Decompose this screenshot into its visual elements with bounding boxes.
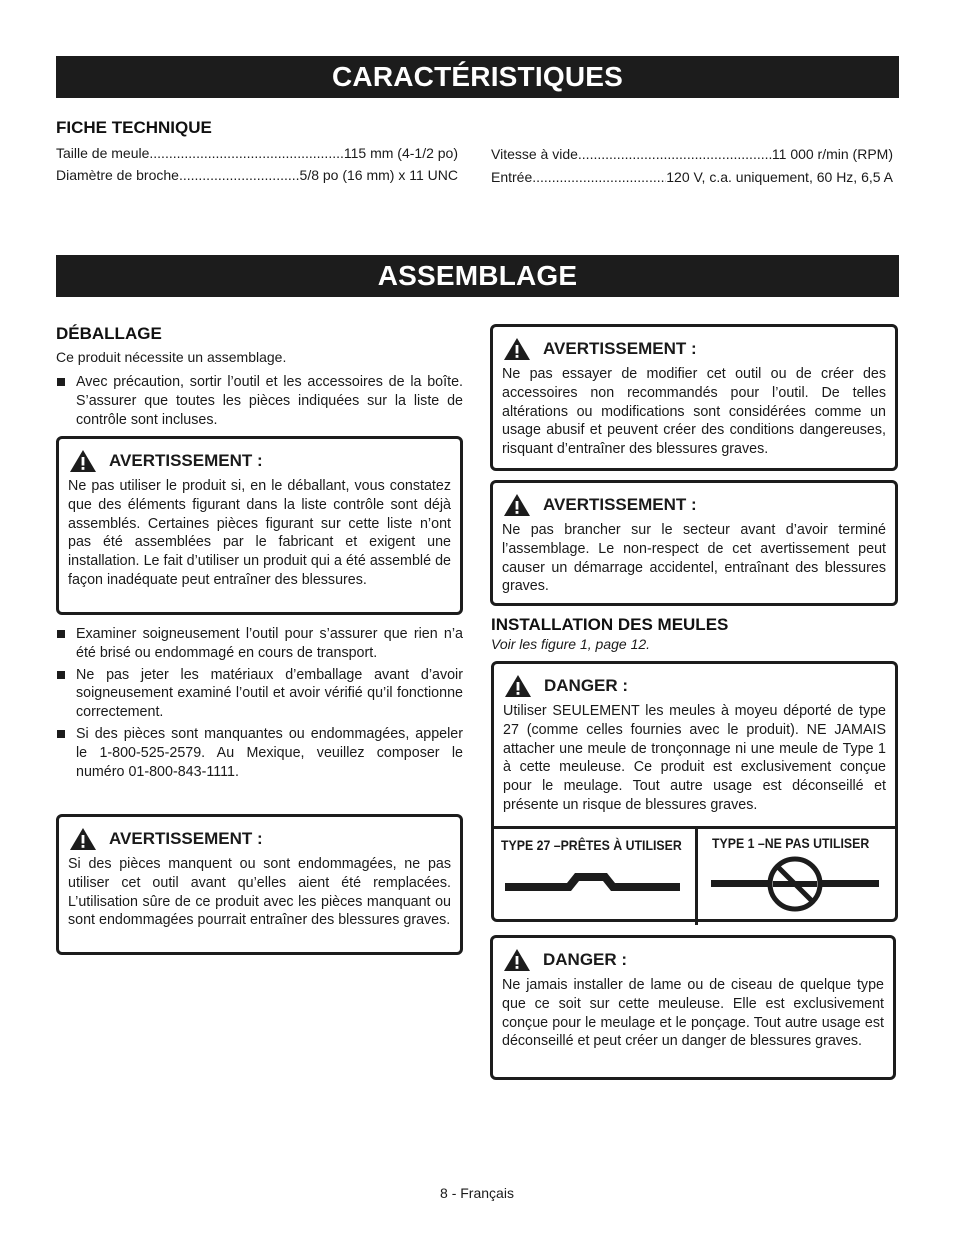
installation-heading: INSTALLATION DES MEULES bbox=[491, 615, 729, 634]
spec-row bbox=[491, 169, 893, 185]
list-item: Avec précaution, sortir l’outil et les accessoires de la boîte. S’assurer que toutes les pièces indiquées sur la liste de contrôle sont incluses. bbox=[56, 373, 463, 429]
bullet-list bbox=[56, 625, 463, 784]
section-banner-caracteristiques: CARACTÉRISTIQUES bbox=[56, 56, 899, 98]
spec-value: 5/8 po (16 mm) x 11 UNC bbox=[299, 167, 458, 183]
danger-title: DANGER : bbox=[543, 950, 628, 969]
warning-text: Si des pièces manquent ou sont endommagées, ne pas utiliser cet outil avant qu’elles aient été remplacées. L’utilisation sûre de ce produit avec les pièces manquant ou sont endommagées pourrait entraîner des blessures graves. bbox=[68, 856, 451, 929]
warning-title: AVERTISSEMENT : bbox=[109, 829, 263, 848]
warning-box bbox=[490, 480, 898, 606]
spec-row bbox=[56, 145, 458, 161]
spec-label: Entrée bbox=[491, 169, 533, 185]
spec-label: Taille de meule bbox=[56, 145, 150, 161]
figure-reference: Voir les figure 1, page 12. bbox=[491, 636, 651, 652]
warning-triangle-icon bbox=[503, 948, 531, 972]
warning-text: Ne pas essayer de modifier cet outil ou de créer des accessoires non recommandés pour l’outil. De telles altérations ou modifications sont considérées comme un usage abusif et peuvent créer des conditions dangereuses, risquant d’entraîner des blessures graves. bbox=[502, 366, 886, 458]
fiche-technique-heading: FICHE TECHNIQUE bbox=[56, 118, 212, 137]
list-item: Examiner soigneusement l’outil pour s’assurer que rien n’a été brisé ou endommagé en cours de transport. bbox=[56, 625, 463, 663]
danger-text: Utiliser SEULEMENT les meules à moyeu déporté de type 27 (comme celles fournies avec le produit). NE JAMAIS attacher une meule de tronçonnage ni une meule de Type 1 à cette meuleuse. Ce produit est exclusivement conçue pour le meulage. Tout autre usage est déconseillé et présente un risque de blessures graves. bbox=[503, 703, 886, 813]
warning-title: AVERTISSEMENT : bbox=[543, 339, 697, 358]
page-footer: 8 - Français bbox=[440, 1185, 514, 1201]
deballage-heading: DÉBALLAGE bbox=[56, 324, 162, 343]
warning-box bbox=[490, 324, 898, 471]
list-item: Ne pas jeter les matériaux d’emballage avant d’avoir soigneusement examiné l’outil et avoir vérifié qu’il fonctionne correctement. bbox=[56, 666, 463, 722]
warning-text: Ne pas brancher sur le secteur avant d’avoir terminé l’assemblage. Le non-respect de cet avertissement peut causer un démarrage accidentel, entraînant des blessures graves. bbox=[502, 522, 886, 595]
bullet-list bbox=[56, 373, 463, 432]
warning-box bbox=[56, 436, 463, 615]
deballage-intro: Ce produit nécessite un assemblage. bbox=[56, 349, 287, 365]
warning-triangle-icon bbox=[69, 827, 97, 851]
warning-triangle-icon bbox=[503, 337, 531, 361]
spec-label: Vitesse à vide bbox=[491, 146, 578, 162]
danger-box bbox=[490, 935, 896, 1080]
spec-label: Diamètre de broche bbox=[56, 167, 179, 183]
danger-title: DANGER : bbox=[544, 676, 629, 695]
spec-value: 115 mm (4-1/2 po) bbox=[343, 145, 458, 161]
table-divider bbox=[695, 829, 698, 925]
spec-value: 120 V, c.a. uniquement, 60 Hz, 6,5 A bbox=[666, 169, 893, 185]
warning-box bbox=[56, 814, 463, 955]
warning-text: Ne pas utiliser le produit si, en le déballant, vous constatez que des éléments figurant dans la liste contrôle sont déjà assemblés. Certaines pièces figurant sur cette liste n’ont pas été assemblées par le fabricant et exigent une installation. Le fait d’utiliser un produit qui a été assemblé de façon inadéquate peut entraîner des blessures. bbox=[68, 478, 451, 588]
danger-box bbox=[491, 661, 898, 922]
warning-triangle-icon bbox=[504, 674, 532, 698]
warning-title: AVERTISSEMENT : bbox=[543, 495, 697, 514]
type1-prohibited-icon bbox=[711, 856, 881, 914]
type27-label: TYPE 27 –PRÊTES À UTILISER bbox=[501, 837, 682, 853]
warning-title: AVERTISSEMENT : bbox=[109, 451, 263, 470]
type27-wheel-icon bbox=[505, 869, 683, 899]
danger-text: Ne jamais installer de lame ou de ciseau de quelque type que ce soit sur cette meuleuse. Elle est exclusivement conçue pour le meulage et le ponçage. Tout autre usage est déconseillé et peut créer un danger de blessures graves. bbox=[502, 977, 884, 1050]
warning-triangle-icon bbox=[69, 449, 97, 473]
section-banner-assemblage: ASSEMBLAGE bbox=[56, 255, 899, 297]
spec-value: 11 000 r/min (RPM) bbox=[771, 146, 893, 162]
wheel-type-table bbox=[491, 826, 898, 925]
warning-triangle-icon bbox=[503, 493, 531, 517]
type1-label: TYPE 1 –NE PAS UTILISER bbox=[712, 835, 870, 851]
spec-row bbox=[56, 167, 458, 183]
list-item: Si des pièces sont manquantes ou endommagées, appeler le 1-800-525-2579. Au Mexique, veuillez composer le numéro 01-800-843-1111. bbox=[56, 725, 463, 781]
spec-row bbox=[491, 146, 893, 162]
